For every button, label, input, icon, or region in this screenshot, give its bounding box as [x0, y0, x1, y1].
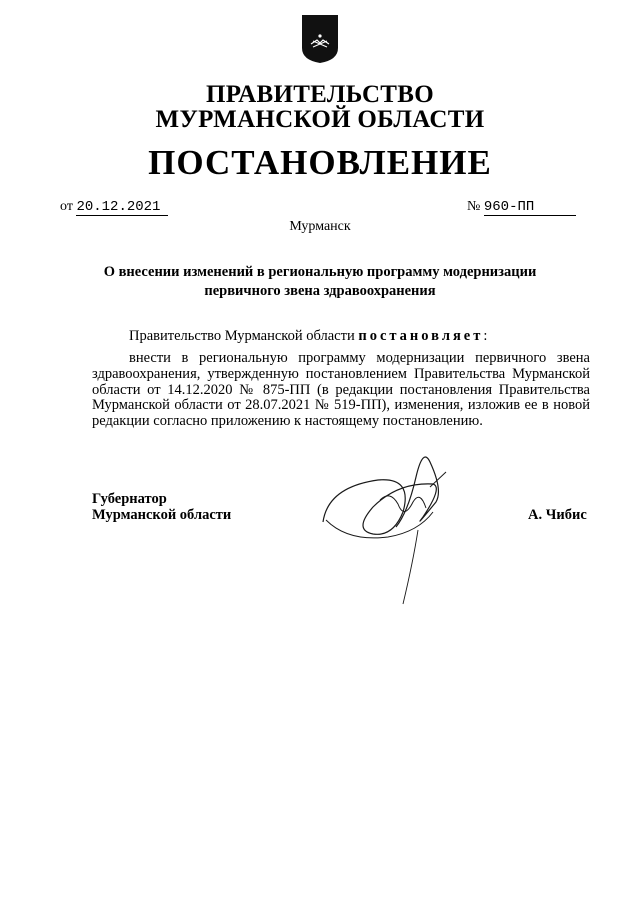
number-value: 960-ПП [484, 199, 576, 216]
signer-position-line2: Мурманской области [92, 507, 232, 523]
date-field [60, 199, 168, 216]
org-name-line1: ПРАВИТЕЛЬСТВО [206, 81, 434, 108]
intro-colon: : [483, 328, 488, 344]
city-label: Мурманск [289, 219, 351, 234]
document-title-line2: первичного звена здравоохранения [204, 283, 436, 299]
body-paragraph: внести в региональную программу модернизации первичного звена здравоохранения, утвержденную постановлением Правительства Мурманской области от 14.12.2020 № 875-ПП (в редакции постановления Правительства Мурманской области от 28.07.2021 № 519-ПП), изменения, изложив ее в новой редакции согласно приложению к настоящему постановлению. [92, 350, 590, 430]
document-title-line1: О внесении изменений в региональную программу модернизации [103, 264, 537, 280]
date-prefix: от [60, 199, 73, 214]
number-prefix: № [467, 199, 481, 214]
signer-name: А. Чибис [528, 507, 587, 523]
intro-paragraph [92, 329, 590, 345]
decree-verb: постановляет [358, 328, 484, 344]
date-value: 20.12.2021 [76, 199, 168, 216]
number-field [467, 199, 576, 216]
coat-of-arms-emblem [301, 14, 339, 64]
org-name-line2: МУРМАНСКОЙ ОБЛАСТИ [155, 106, 485, 133]
document-type-heading: ПОСТАНОВЛЕНИЕ [148, 143, 492, 182]
intro-text: Правительство Мурманской области [129, 328, 359, 344]
handwritten-signature [318, 442, 468, 607]
signer-position-line1: Губернатор [92, 491, 167, 507]
